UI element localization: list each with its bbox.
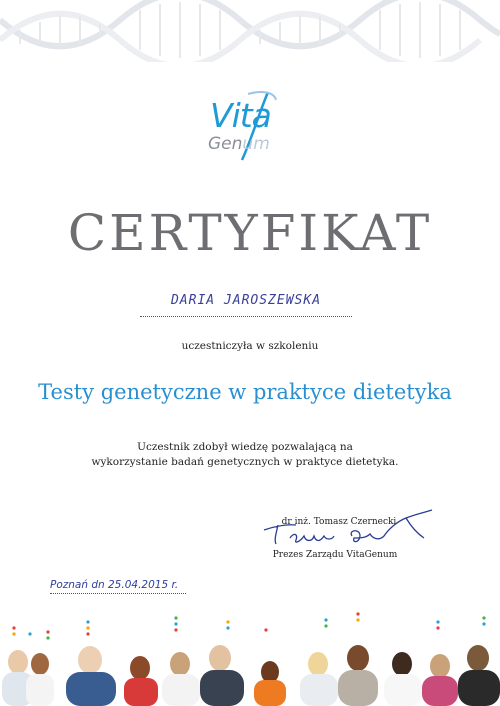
course-title: Testy genetyczne w praktyce dietetyka	[38, 380, 452, 404]
recipient-name: DARIA JAROSZEWSKA	[170, 293, 322, 308]
people-silhouettes	[2, 645, 500, 706]
recipient-dotted-line	[140, 316, 352, 317]
description-line-2: wykorzystanie badań genetycznych w praktyce dietetyka.	[91, 456, 399, 468]
vitagenum-logo	[196, 86, 306, 166]
people-photo-banner	[0, 608, 500, 706]
logo-text-vita: Vita	[210, 96, 271, 135]
place-and-date: Poznań dn 25.04.2015 r.	[50, 579, 179, 591]
certificate-description	[0, 440, 490, 470]
colored-dots-decoration	[12, 612, 485, 639]
date-dotted-line	[50, 593, 186, 594]
description-line-1: Uczestnik zdobył wiedzę pozwalającą na	[137, 441, 353, 453]
handwritten-signature	[256, 508, 436, 552]
logo-text-genum: Genum	[208, 134, 270, 154]
dna-helix-decoration	[0, 0, 500, 62]
signatory-name: dr inż. Tomasz Czernecki	[281, 517, 397, 527]
certificate-title: CERTYFIKAT	[67, 204, 433, 262]
signatory-role: Prezes Zarządu VitaGenum	[272, 550, 398, 560]
participated-text: uczestniczyła w szkoleniu	[181, 340, 319, 352]
